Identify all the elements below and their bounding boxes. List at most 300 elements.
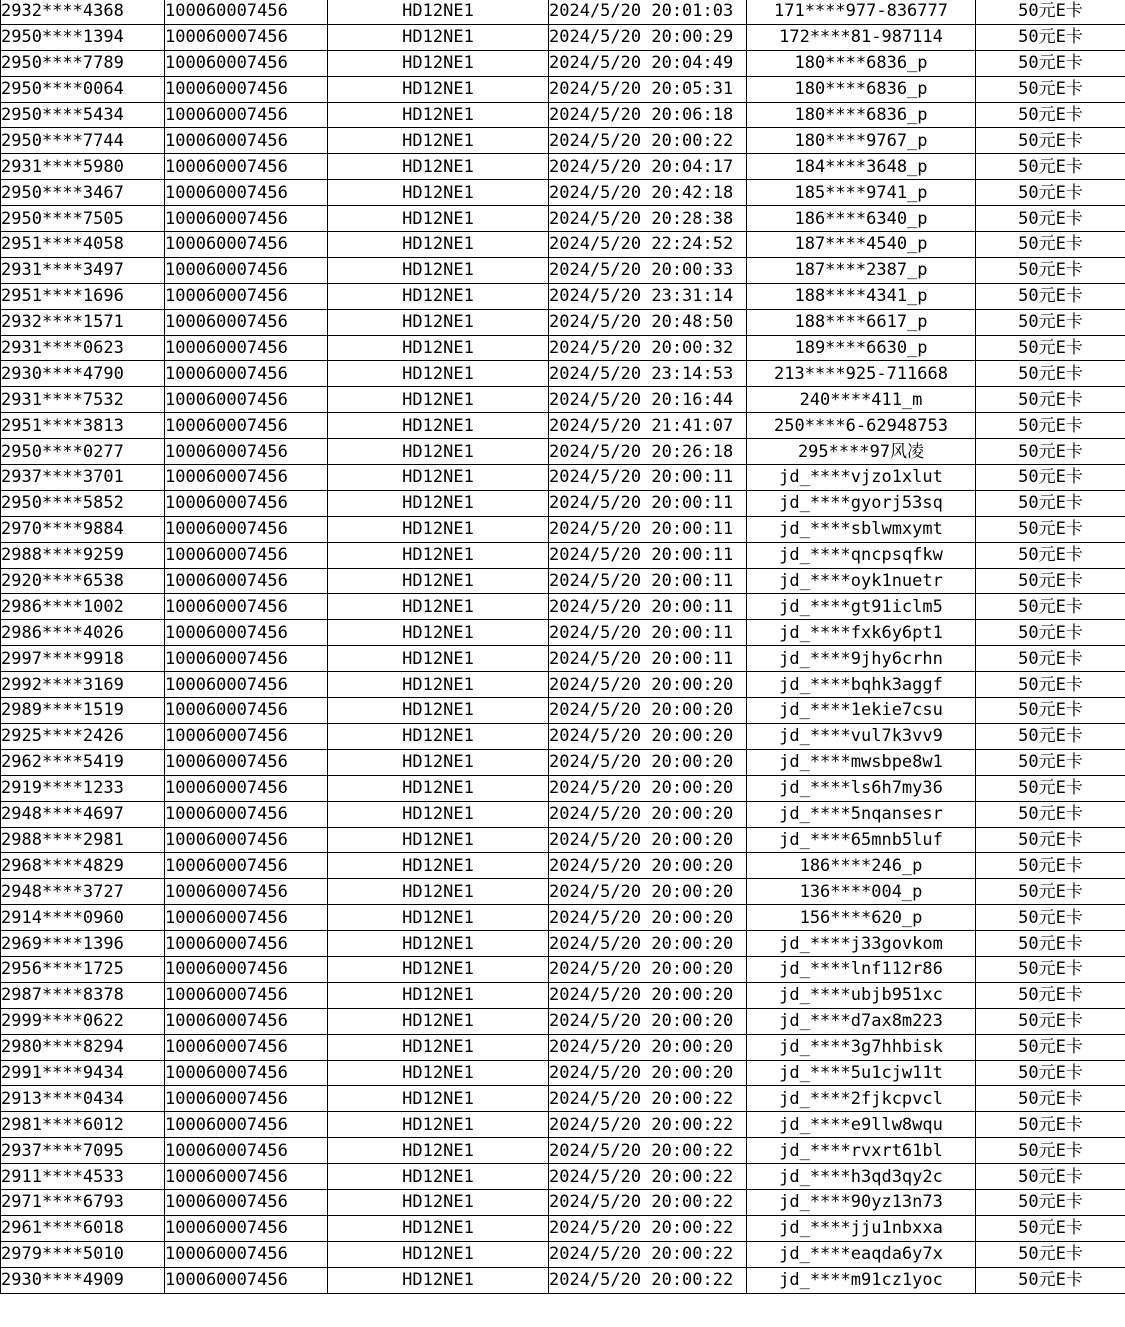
account-cell: jd_****rvxrt61bl xyxy=(747,1138,976,1164)
activity-code-cell: HD12NE1 xyxy=(328,257,549,283)
sku-cell: 100060007456 xyxy=(165,1164,328,1190)
user-id-cell: 2991****9434 xyxy=(1,1060,165,1086)
user-id-cell: 2951****4058 xyxy=(1,232,165,258)
table-row xyxy=(1,594,1125,620)
sku-cell: 100060007456 xyxy=(165,956,328,982)
user-id-cell: 2980****8294 xyxy=(1,1034,165,1060)
sku-cell: 100060007456 xyxy=(165,1086,328,1112)
account-cell: 189****6630_p xyxy=(747,335,976,361)
sku-cell: 100060007456 xyxy=(165,154,328,180)
timestamp-cell: 2024/5/20 23:14:53 xyxy=(549,361,747,387)
timestamp-cell: 2024/5/20 20:00:22 xyxy=(549,1112,747,1138)
timestamp-cell: 2024/5/20 20:28:38 xyxy=(549,206,747,232)
sku-cell: 100060007456 xyxy=(165,853,328,879)
account-cell: jd_****65mnb5luf xyxy=(747,827,976,853)
user-id-cell: 2950****5434 xyxy=(1,102,165,128)
timestamp-cell: 2024/5/20 20:00:20 xyxy=(549,956,747,982)
timestamp-cell: 2024/5/20 20:00:22 xyxy=(549,1189,747,1215)
activity-code-cell: HD12NE1 xyxy=(328,206,549,232)
table-row xyxy=(1,1267,1125,1293)
sku-cell: 100060007456 xyxy=(165,257,328,283)
prize-cell: 50元E卡 xyxy=(976,232,1125,258)
prize-cell: 50元E卡 xyxy=(976,439,1125,465)
sku-cell: 100060007456 xyxy=(165,76,328,102)
table-row xyxy=(1,698,1125,724)
activity-code-cell: HD12NE1 xyxy=(328,956,549,982)
account-cell: jd_****sblwmxymt xyxy=(747,516,976,542)
prize-cell: 50元E卡 xyxy=(976,283,1125,309)
sku-cell: 100060007456 xyxy=(165,1138,328,1164)
table-row xyxy=(1,956,1125,982)
activity-code-cell: HD12NE1 xyxy=(328,50,549,76)
sku-cell: 100060007456 xyxy=(165,1112,328,1138)
prize-cell: 50元E卡 xyxy=(976,620,1125,646)
timestamp-cell: 2024/5/20 22:24:52 xyxy=(549,232,747,258)
activity-code-cell: HD12NE1 xyxy=(328,723,549,749)
account-cell: 171****977-836777 xyxy=(747,0,976,24)
prize-cell: 50元E卡 xyxy=(976,1034,1125,1060)
table-row xyxy=(1,387,1125,413)
timestamp-cell: 2024/5/20 21:41:07 xyxy=(549,413,747,439)
user-id-cell: 2950****0277 xyxy=(1,439,165,465)
timestamp-cell: 2024/5/20 20:00:22 xyxy=(549,1164,747,1190)
prize-cell: 50元E卡 xyxy=(976,1267,1125,1293)
user-id-cell: 2950****7505 xyxy=(1,206,165,232)
timestamp-cell: 2024/5/20 20:00:20 xyxy=(549,931,747,957)
account-cell: jd_****ls6h7my36 xyxy=(747,775,976,801)
prize-cell: 50元E卡 xyxy=(976,801,1125,827)
activity-code-cell: HD12NE1 xyxy=(328,672,549,698)
prize-cell: 50元E卡 xyxy=(976,1008,1125,1034)
user-id-cell: 2999****0622 xyxy=(1,1008,165,1034)
activity-code-cell: HD12NE1 xyxy=(328,853,549,879)
prize-cell: 50元E卡 xyxy=(976,905,1125,931)
activity-code-cell: HD12NE1 xyxy=(328,283,549,309)
table-row xyxy=(1,749,1125,775)
account-cell: 136****004_p xyxy=(747,879,976,905)
sku-cell: 100060007456 xyxy=(165,335,328,361)
prize-cell: 50元E卡 xyxy=(976,1112,1125,1138)
account-cell: jd_****vul7k3vv9 xyxy=(747,723,976,749)
account-cell: jd_****5u1cjw11t xyxy=(747,1060,976,1086)
timestamp-cell: 2024/5/20 20:48:50 xyxy=(549,309,747,335)
prize-cell: 50元E卡 xyxy=(976,568,1125,594)
table-row xyxy=(1,723,1125,749)
prize-cell: 50元E卡 xyxy=(976,154,1125,180)
activity-code-cell: HD12NE1 xyxy=(328,24,549,50)
user-id-cell: 2948****3727 xyxy=(1,879,165,905)
user-id-cell: 2988****9259 xyxy=(1,542,165,568)
table-row xyxy=(1,490,1125,516)
timestamp-cell: 2024/5/20 20:04:49 xyxy=(549,50,747,76)
account-cell: jd_****5nqansesr xyxy=(747,801,976,827)
timestamp-cell: 2024/5/20 20:00:11 xyxy=(549,465,747,491)
user-id-cell: 2979****5010 xyxy=(1,1241,165,1267)
account-cell: jd_****bqhk3aggf xyxy=(747,672,976,698)
activity-code-cell: HD12NE1 xyxy=(328,516,549,542)
account-cell: 180****6836_p xyxy=(747,76,976,102)
table-row xyxy=(1,232,1125,258)
activity-code-cell: HD12NE1 xyxy=(328,76,549,102)
account-cell: 188****4341_p xyxy=(747,283,976,309)
sku-cell: 100060007456 xyxy=(165,309,328,335)
sku-cell: 100060007456 xyxy=(165,465,328,491)
activity-code-cell: HD12NE1 xyxy=(328,620,549,646)
user-id-cell: 2992****3169 xyxy=(1,672,165,698)
sku-cell: 100060007456 xyxy=(165,723,328,749)
table-row xyxy=(1,180,1125,206)
activity-code-cell: HD12NE1 xyxy=(328,387,549,413)
timestamp-cell: 2024/5/20 20:00:11 xyxy=(549,542,747,568)
user-id-cell: 2930****4790 xyxy=(1,361,165,387)
account-cell: jd_****qncpsqfkw xyxy=(747,542,976,568)
prize-cell: 50元E卡 xyxy=(976,956,1125,982)
sku-cell: 100060007456 xyxy=(165,1241,328,1267)
account-cell: jd_****h3qd3qy2c xyxy=(747,1164,976,1190)
account-cell: jd_****oyk1nuetr xyxy=(747,568,976,594)
timestamp-cell: 2024/5/20 20:00:20 xyxy=(549,801,747,827)
account-cell: jd_****1ekie7csu xyxy=(747,698,976,724)
account-cell: jd_****gyorj53sq xyxy=(747,490,976,516)
account-cell: 213****925-711668 xyxy=(747,361,976,387)
sku-cell: 100060007456 xyxy=(165,749,328,775)
timestamp-cell: 2024/5/20 20:00:22 xyxy=(549,1086,747,1112)
activity-code-cell: HD12NE1 xyxy=(328,0,549,24)
activity-code-cell: HD12NE1 xyxy=(328,1241,549,1267)
prize-cell: 50元E卡 xyxy=(976,413,1125,439)
user-id-cell: 2970****9884 xyxy=(1,516,165,542)
user-id-cell: 2932****4368 xyxy=(1,0,165,24)
sku-cell: 100060007456 xyxy=(165,905,328,931)
timestamp-cell: 2024/5/20 20:00:20 xyxy=(549,723,747,749)
sku-cell: 100060007456 xyxy=(165,879,328,905)
user-id-cell: 2950****0064 xyxy=(1,76,165,102)
account-cell: 180****6836_p xyxy=(747,50,976,76)
sku-cell: 100060007456 xyxy=(165,490,328,516)
activity-code-cell: HD12NE1 xyxy=(328,180,549,206)
activity-code-cell: HD12NE1 xyxy=(328,931,549,957)
table-row xyxy=(1,801,1125,827)
table-row xyxy=(1,568,1125,594)
prize-cell: 50元E卡 xyxy=(976,698,1125,724)
table-row xyxy=(1,128,1125,154)
table-row xyxy=(1,1164,1125,1190)
sku-cell: 100060007456 xyxy=(165,0,328,24)
timestamp-cell: 2024/5/20 20:00:11 xyxy=(549,594,747,620)
user-id-cell: 2948****4697 xyxy=(1,801,165,827)
activity-code-cell: HD12NE1 xyxy=(328,905,549,931)
user-id-cell: 2986****1002 xyxy=(1,594,165,620)
table-row xyxy=(1,0,1125,24)
table-row xyxy=(1,154,1125,180)
activity-code-cell: HD12NE1 xyxy=(328,982,549,1008)
user-id-cell: 2937****3701 xyxy=(1,465,165,491)
timestamp-cell: 2024/5/20 20:00:20 xyxy=(549,853,747,879)
prize-cell: 50元E卡 xyxy=(976,128,1125,154)
user-id-cell: 2971****6793 xyxy=(1,1189,165,1215)
timestamp-cell: 2024/5/20 20:00:20 xyxy=(549,879,747,905)
table-row xyxy=(1,283,1125,309)
sku-cell: 100060007456 xyxy=(165,361,328,387)
account-cell: jd_****m91cz1yoc xyxy=(747,1267,976,1293)
activity-code-cell: HD12NE1 xyxy=(328,490,549,516)
sku-cell: 100060007456 xyxy=(165,1189,328,1215)
table-row xyxy=(1,465,1125,491)
timestamp-cell: 2024/5/20 20:00:20 xyxy=(549,1060,747,1086)
activity-code-cell: HD12NE1 xyxy=(328,465,549,491)
account-cell: 240****411_m xyxy=(747,387,976,413)
account-cell: jd_****e9llw8wqu xyxy=(747,1112,976,1138)
table-row xyxy=(1,439,1125,465)
table-row xyxy=(1,1112,1125,1138)
table-row xyxy=(1,516,1125,542)
table-row xyxy=(1,335,1125,361)
activity-code-cell: HD12NE1 xyxy=(328,646,549,672)
prize-cell: 50元E卡 xyxy=(976,1241,1125,1267)
table-row xyxy=(1,542,1125,568)
user-id-cell: 2968****4829 xyxy=(1,853,165,879)
timestamp-cell: 2024/5/20 20:00:22 xyxy=(549,128,747,154)
account-cell: 180****9767_p xyxy=(747,128,976,154)
activity-code-cell: HD12NE1 xyxy=(328,1008,549,1034)
table-row xyxy=(1,1008,1125,1034)
table-row xyxy=(1,1060,1125,1086)
timestamp-cell: 2024/5/20 20:00:20 xyxy=(549,1008,747,1034)
prize-cell: 50元E卡 xyxy=(976,50,1125,76)
prize-cell: 50元E卡 xyxy=(976,1086,1125,1112)
prize-cell: 50元E卡 xyxy=(976,490,1125,516)
prize-cell: 50元E卡 xyxy=(976,206,1125,232)
account-cell: 187****4540_p xyxy=(747,232,976,258)
activity-code-cell: HD12NE1 xyxy=(328,542,549,568)
account-cell: 186****246_p xyxy=(747,853,976,879)
timestamp-cell: 2024/5/20 20:00:22 xyxy=(549,1215,747,1241)
user-id-cell: 2950****5852 xyxy=(1,490,165,516)
account-cell: jd_****2fjkcpvcl xyxy=(747,1086,976,1112)
activity-code-cell: HD12NE1 xyxy=(328,232,549,258)
table-row xyxy=(1,905,1125,931)
activity-code-cell: HD12NE1 xyxy=(328,1267,549,1293)
table-row xyxy=(1,827,1125,853)
timestamp-cell: 2024/5/20 20:00:11 xyxy=(549,620,747,646)
account-cell: jd_****gt91iclm5 xyxy=(747,594,976,620)
account-cell: 180****6836_p xyxy=(747,102,976,128)
sku-cell: 100060007456 xyxy=(165,387,328,413)
activity-code-cell: HD12NE1 xyxy=(328,594,549,620)
timestamp-cell: 2024/5/20 20:00:11 xyxy=(549,516,747,542)
timestamp-cell: 2024/5/20 20:00:20 xyxy=(549,749,747,775)
account-cell: 187****2387_p xyxy=(747,257,976,283)
prize-cell: 50元E卡 xyxy=(976,0,1125,24)
account-cell: jd_****eaqda6y7x xyxy=(747,1241,976,1267)
timestamp-cell: 2024/5/20 20:00:32 xyxy=(549,335,747,361)
timestamp-cell: 2024/5/20 20:04:17 xyxy=(549,154,747,180)
sku-cell: 100060007456 xyxy=(165,698,328,724)
user-id-cell: 2913****0434 xyxy=(1,1086,165,1112)
user-id-cell: 2932****1571 xyxy=(1,309,165,335)
activity-code-cell: HD12NE1 xyxy=(328,568,549,594)
table-row xyxy=(1,257,1125,283)
activity-code-cell: HD12NE1 xyxy=(328,749,549,775)
user-id-cell: 2937****7095 xyxy=(1,1138,165,1164)
prize-cell: 50元E卡 xyxy=(976,309,1125,335)
activity-code-cell: HD12NE1 xyxy=(328,309,549,335)
prize-cell: 50元E卡 xyxy=(976,749,1125,775)
prize-cell: 50元E卡 xyxy=(976,853,1125,879)
user-id-cell: 2931****5980 xyxy=(1,154,165,180)
sku-cell: 100060007456 xyxy=(165,24,328,50)
user-id-cell: 2925****2426 xyxy=(1,723,165,749)
user-id-cell: 2914****0960 xyxy=(1,905,165,931)
sku-cell: 100060007456 xyxy=(165,128,328,154)
sku-cell: 100060007456 xyxy=(165,801,328,827)
user-id-cell: 2989****1519 xyxy=(1,698,165,724)
activity-code-cell: HD12NE1 xyxy=(328,1189,549,1215)
table-row xyxy=(1,853,1125,879)
account-cell: 185****9741_p xyxy=(747,180,976,206)
prize-cell: 50元E卡 xyxy=(976,516,1125,542)
prize-cell: 50元E卡 xyxy=(976,646,1125,672)
prize-cell: 50元E卡 xyxy=(976,102,1125,128)
account-cell: jd_****3g7hhbisk xyxy=(747,1034,976,1060)
timestamp-cell: 2024/5/20 20:00:11 xyxy=(549,646,747,672)
prize-cell: 50元E卡 xyxy=(976,180,1125,206)
user-id-cell: 2911****4533 xyxy=(1,1164,165,1190)
table-row xyxy=(1,775,1125,801)
activity-code-cell: HD12NE1 xyxy=(328,335,549,361)
user-id-cell: 2931****7532 xyxy=(1,387,165,413)
sku-cell: 100060007456 xyxy=(165,620,328,646)
sku-cell: 100060007456 xyxy=(165,982,328,1008)
prize-cell: 50元E卡 xyxy=(976,982,1125,1008)
prize-cell: 50元E卡 xyxy=(976,465,1125,491)
account-cell: jd_****fxk6y6pt1 xyxy=(747,620,976,646)
activity-code-cell: HD12NE1 xyxy=(328,1164,549,1190)
prize-cell: 50元E卡 xyxy=(976,76,1125,102)
account-cell: 186****6340_p xyxy=(747,206,976,232)
prize-cell: 50元E卡 xyxy=(976,335,1125,361)
sku-cell: 100060007456 xyxy=(165,568,328,594)
account-cell: 250****6-62948753 xyxy=(747,413,976,439)
table-row xyxy=(1,50,1125,76)
sku-cell: 100060007456 xyxy=(165,646,328,672)
activity-code-cell: HD12NE1 xyxy=(328,361,549,387)
account-cell: jd_****lnf112r86 xyxy=(747,956,976,982)
user-id-cell: 2956****1725 xyxy=(1,956,165,982)
user-id-cell: 2961****6018 xyxy=(1,1215,165,1241)
user-id-cell: 2969****1396 xyxy=(1,931,165,957)
user-id-cell: 2997****9918 xyxy=(1,646,165,672)
activity-code-cell: HD12NE1 xyxy=(328,1215,549,1241)
user-id-cell: 2931****3497 xyxy=(1,257,165,283)
user-id-cell: 2951****3813 xyxy=(1,413,165,439)
table-row xyxy=(1,206,1125,232)
table-body xyxy=(1,0,1125,1293)
prize-cell: 50元E卡 xyxy=(976,257,1125,283)
sku-cell: 100060007456 xyxy=(165,931,328,957)
table-row xyxy=(1,646,1125,672)
activity-code-cell: HD12NE1 xyxy=(328,102,549,128)
table-row xyxy=(1,620,1125,646)
timestamp-cell: 2024/5/20 20:42:18 xyxy=(549,180,747,206)
activity-code-cell: HD12NE1 xyxy=(328,154,549,180)
timestamp-cell: 2024/5/20 20:00:22 xyxy=(549,1241,747,1267)
account-cell: jd_****j33govkom xyxy=(747,931,976,957)
table-row xyxy=(1,76,1125,102)
user-id-cell: 2988****2981 xyxy=(1,827,165,853)
prize-cell: 50元E卡 xyxy=(976,723,1125,749)
sku-cell: 100060007456 xyxy=(165,1215,328,1241)
prize-cell: 50元E卡 xyxy=(976,542,1125,568)
timestamp-cell: 2024/5/20 20:00:20 xyxy=(549,982,747,1008)
user-id-cell: 2951****1696 xyxy=(1,283,165,309)
timestamp-cell: 2024/5/20 20:00:20 xyxy=(549,1034,747,1060)
table-row xyxy=(1,931,1125,957)
account-cell: jd_****9jhy6crhn xyxy=(747,646,976,672)
activity-code-cell: HD12NE1 xyxy=(328,801,549,827)
activity-code-cell: HD12NE1 xyxy=(328,827,549,853)
user-id-cell: 2919****1233 xyxy=(1,775,165,801)
account-cell: jd_****mwsbpe8w1 xyxy=(747,749,976,775)
account-cell: jd_****d7ax8m223 xyxy=(747,1008,976,1034)
user-id-cell: 2950****7744 xyxy=(1,128,165,154)
user-id-cell: 2950****7789 xyxy=(1,50,165,76)
table-row xyxy=(1,672,1125,698)
user-id-cell: 2950****1394 xyxy=(1,24,165,50)
user-id-cell: 2950****3467 xyxy=(1,180,165,206)
sku-cell: 100060007456 xyxy=(165,827,328,853)
user-id-cell: 2931****0623 xyxy=(1,335,165,361)
prize-cell: 50元E卡 xyxy=(976,1138,1125,1164)
table-row xyxy=(1,879,1125,905)
table-row xyxy=(1,1034,1125,1060)
account-cell: 295****97风凌 xyxy=(747,439,976,465)
prize-cell: 50元E卡 xyxy=(976,775,1125,801)
sku-cell: 100060007456 xyxy=(165,439,328,465)
sku-cell: 100060007456 xyxy=(165,542,328,568)
table-row xyxy=(1,413,1125,439)
sku-cell: 100060007456 xyxy=(165,1267,328,1293)
sku-cell: 100060007456 xyxy=(165,775,328,801)
activity-code-cell: HD12NE1 xyxy=(328,1060,549,1086)
timestamp-cell: 2024/5/20 20:05:31 xyxy=(549,76,747,102)
table-row xyxy=(1,1086,1125,1112)
account-cell: jd_****vjzo1xlut xyxy=(747,465,976,491)
activity-code-cell: HD12NE1 xyxy=(328,1086,549,1112)
prize-cell: 50元E卡 xyxy=(976,879,1125,905)
sku-cell: 100060007456 xyxy=(165,50,328,76)
table-row xyxy=(1,1215,1125,1241)
activity-code-cell: HD12NE1 xyxy=(328,1034,549,1060)
prize-cell: 50元E卡 xyxy=(976,24,1125,50)
timestamp-cell: 2024/5/20 20:00:29 xyxy=(549,24,747,50)
sku-cell: 100060007456 xyxy=(165,1060,328,1086)
table-row xyxy=(1,361,1125,387)
account-cell: jd_****jju1nbxxa xyxy=(747,1215,976,1241)
user-id-cell: 2920****6538 xyxy=(1,568,165,594)
timestamp-cell: 2024/5/20 20:00:20 xyxy=(549,827,747,853)
prize-cell: 50元E卡 xyxy=(976,1060,1125,1086)
timestamp-cell: 2024/5/20 23:31:14 xyxy=(549,283,747,309)
timestamp-cell: 2024/5/20 20:00:20 xyxy=(549,698,747,724)
account-cell: 156****620_p xyxy=(747,905,976,931)
timestamp-cell: 2024/5/20 20:00:20 xyxy=(549,775,747,801)
activity-code-cell: HD12NE1 xyxy=(328,879,549,905)
timestamp-cell: 2024/5/20 20:06:18 xyxy=(549,102,747,128)
sku-cell: 100060007456 xyxy=(165,594,328,620)
sku-cell: 100060007456 xyxy=(165,102,328,128)
sku-cell: 100060007456 xyxy=(165,1034,328,1060)
